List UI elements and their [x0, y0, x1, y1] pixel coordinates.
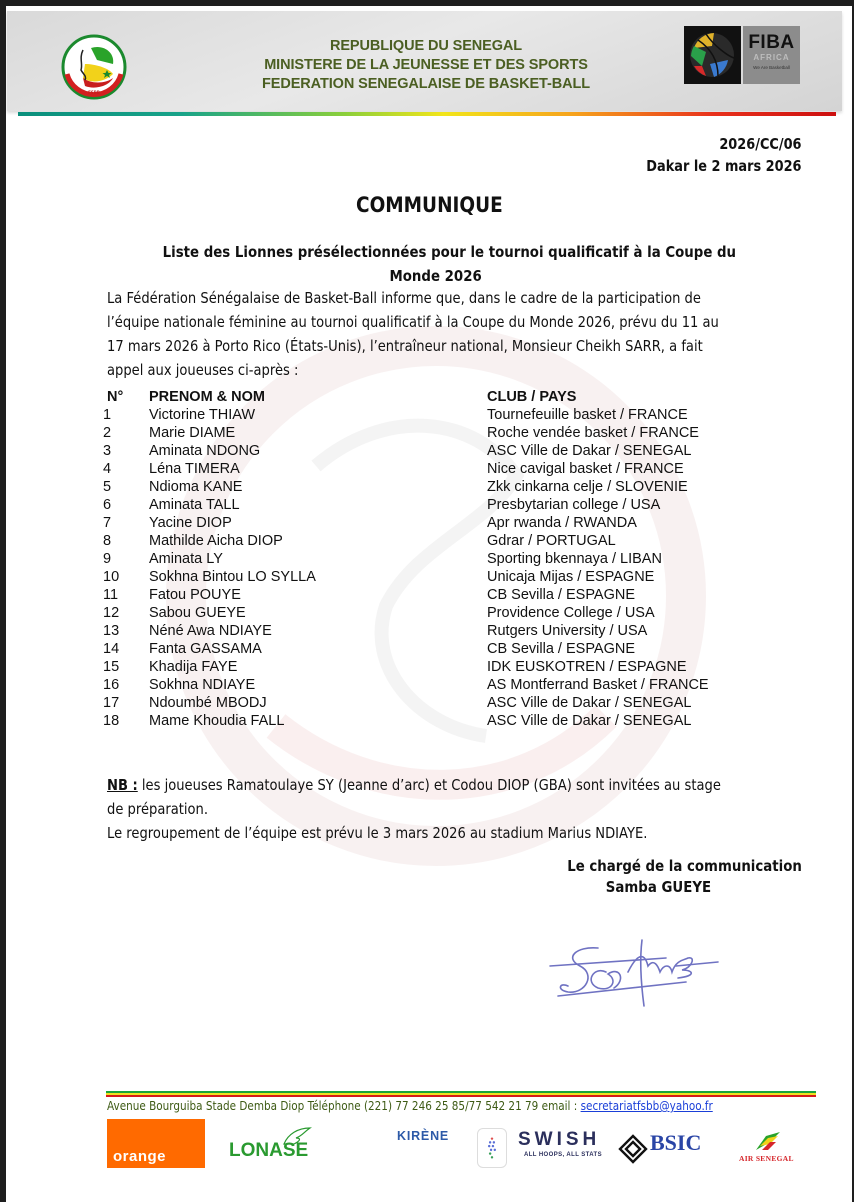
footer-contact: [107, 1099, 713, 1113]
player-number: 1: [103, 407, 112, 423]
player-club: Sporting bkennaya / LIBAN: [487, 551, 662, 567]
signatory-role: Le chargé de la communication: [567, 857, 802, 875]
roster-row: [103, 550, 803, 568]
place-date: Dakar le 2 mars 2026: [646, 157, 802, 175]
roster-row: [103, 532, 803, 550]
player-club: ASC Ville de Dakar / SENEGAL: [487, 695, 692, 711]
roster-row: [103, 658, 803, 676]
player-name: Ndioma KANE: [149, 479, 243, 495]
player-number: 12: [103, 605, 120, 621]
document-title: COMMUNIQUE: [355, 193, 503, 217]
note-text: les joueuses Ramatoulaye SY (Jeanne d’arc) et Codou DIOP (GBA) sont invitées au stage: [137, 776, 721, 794]
letterhead-color-stripe: [18, 112, 836, 116]
player-club: AS Montferrand Basket / FRANCE: [487, 677, 709, 693]
player-club: Zkk cinkarna celje / SLOVENIE: [487, 479, 688, 495]
player-club: Providence College / USA: [487, 605, 655, 621]
player-club: Unicaja Mijas / ESPAGNE: [487, 569, 655, 585]
player-number: 10: [103, 569, 120, 585]
roster-row: [103, 460, 803, 478]
player-name: Sokhna NDIAYE: [149, 677, 256, 693]
column-header-name: PRENOM & NOM: [149, 389, 265, 405]
roster-row: [103, 712, 803, 730]
footer-color-stripe: [106, 1091, 816, 1097]
player-name: Mathilde Aicha DIOP: [149, 533, 283, 549]
regroupement-line: Le regroupement de l’équipe est prévu le 3 mars 2026 au stadium Marius NDIAYE.: [107, 824, 648, 842]
orange-logo: orange: [107, 1119, 205, 1168]
reference-number: 2026/CC/06: [719, 135, 802, 153]
roster-row: [103, 424, 803, 442]
roster-row: [103, 514, 803, 532]
player-club: Apr rwanda / RWANDA: [487, 515, 637, 531]
player-number: 18: [103, 713, 120, 729]
signatory-name: Samba GUEYE: [605, 878, 712, 896]
player-name: Aminata LY: [149, 551, 223, 567]
footer-address-text: Avenue Bourguiba Stade Demba Diop Téléphone (221) 77 246 25 85/77 542 21 79 email :: [107, 1099, 581, 1113]
nb-label: NB :: [107, 776, 138, 794]
roster-header-row: [103, 388, 803, 406]
player-club: Nice cavigal basket / FRANCE: [487, 461, 684, 477]
swish-tagline: ALL HOOPS, ALL STATS: [524, 1152, 603, 1158]
player-name: Néné Awa NDIAYE: [149, 623, 272, 639]
swish-logo: SWISH: [518, 1129, 601, 1150]
player-club: ASC Ville de Dakar / SENEGAL: [487, 443, 692, 459]
player-number: 15: [103, 659, 120, 675]
player-club: CB Sevilla / ESPAGNE: [487, 587, 636, 603]
player-number: 5: [103, 479, 112, 495]
player-name: Victorine THIAW: [149, 407, 256, 423]
player-club: CB Sevilla / ESPAGNE: [487, 641, 636, 657]
intro-line: 17 mars 2026 à Porto Rico (États-Unis), l’entraîneur national, Monsieur Cheikh SARR, a fait: [107, 337, 703, 355]
player-name: Sabou GUEYE: [149, 605, 246, 621]
roster-row: [103, 622, 803, 640]
player-club: Tournefeuille basket / FRANCE: [487, 407, 688, 423]
letterhead-line-republic: REPUBLIQUE DU SENEGAL: [329, 38, 523, 54]
kirene-logo: KIRÈNE: [397, 1129, 450, 1143]
sponsor-logos: [6, 1116, 852, 1166]
intro-line: La Fédération Sénégalaise de Basket-Ball informe que, dans le cadre de la participation de: [107, 289, 701, 307]
letterhead-line-ministry: MINISTERE DE LA JEUNESSE ET DES SPORTS: [264, 57, 588, 73]
player-number: 4: [103, 461, 112, 477]
roster-row: [103, 406, 803, 424]
column-header-club: CLUB / PAYS: [487, 389, 577, 405]
roster-row: [103, 478, 803, 496]
player-name: Aminata NDONG: [149, 443, 261, 459]
air-senegal-tail-icon: [752, 1130, 782, 1152]
roster-row: [103, 442, 803, 460]
player-number: 2: [103, 425, 112, 441]
player-number: 11: [103, 587, 119, 603]
player-number: 8: [103, 533, 112, 549]
fiba-africa-logo: [684, 26, 802, 84]
email-link[interactable]: secretariatfsbb@yahoo.fr: [580, 1099, 713, 1113]
note-paragraph: [107, 773, 827, 845]
note-line: de préparation.: [107, 800, 209, 818]
player-number: 14: [103, 641, 120, 657]
fiba-ball-icon: [684, 26, 741, 84]
letterhead-line-federation: FEDERATION SENEGALAISE DE BASKET-BALL: [262, 76, 590, 92]
player-number: 16: [103, 677, 120, 693]
subtitle-line: Liste des Lionnes présélectionnées pour le tournoi qualificatif à la Coupe du: [162, 243, 737, 261]
player-number: 3: [103, 443, 112, 459]
player-name: Fanta GASSAMA: [149, 641, 262, 657]
player-name: Fatou POUYE: [149, 587, 241, 603]
player-club: Rutgers University / USA: [487, 623, 648, 639]
roster-body: [103, 406, 803, 730]
player-name: Ndoumbé MBODJ: [149, 695, 267, 711]
roster-table: [103, 388, 803, 730]
intro-line: l’équipe nationale féminine au tournoi qualificatif à la Coupe du Monde 2026, prévu du 11 au: [107, 313, 719, 331]
roster-row: [103, 676, 803, 694]
document-page: [6, 6, 852, 1202]
intro-line: appel aux joueuses ci-après :: [107, 361, 299, 379]
player-club: Presbytarian college / USA: [487, 497, 661, 513]
player-club: IDK EUSKOTREN / ESPAGNE: [487, 659, 687, 675]
player-number: 6: [103, 497, 112, 513]
intro-paragraph: [107, 286, 802, 382]
roster-row: [103, 568, 803, 586]
signoff-block: [529, 856, 802, 898]
roster-row: [103, 496, 803, 514]
roster-row: [103, 586, 803, 604]
player-number: 13: [103, 623, 120, 639]
signature-icon: [546, 936, 736, 1016]
letterhead-text: [206, 37, 646, 94]
player-number: 17: [103, 695, 120, 711]
column-header-number: N°: [107, 389, 124, 405]
player-number: 9: [103, 551, 112, 567]
fsbb-logo-icon: [61, 34, 127, 100]
player-club: Gdrar / PORTUGAL: [487, 533, 616, 549]
player-name: Khadija FAYE: [149, 659, 238, 675]
reference-block: [647, 133, 802, 177]
svg-text:FSBB: FSBB: [88, 90, 100, 95]
subtitle-line: Monde 2026: [389, 267, 483, 285]
player-name: Mame Khoudia FALL: [149, 713, 285, 729]
bsic-logo: BSIC: [650, 1130, 702, 1155]
lonase-logo: LONASE: [224, 1126, 344, 1162]
player-name: Marie DIAME: [149, 425, 236, 441]
player-club: Roche vendée basket / FRANCE: [487, 425, 699, 441]
player-name: Aminata TALL: [149, 497, 240, 513]
player-name: Sokhna Bintou LO SYLLA: [149, 569, 316, 585]
player-name: Yacine DIOP: [149, 515, 232, 531]
player-club: ASC Ville de Dakar / SENEGAL: [487, 713, 692, 729]
fiba-wordmark: FIBA AFRICA We Are Basketball: [743, 26, 800, 84]
roster-row: [103, 640, 803, 658]
swish-app-icon: [477, 1128, 507, 1168]
player-number: 7: [103, 515, 112, 531]
note-line: [107, 773, 721, 797]
bsic-emblem-icon: [618, 1134, 648, 1164]
roster-row: [103, 604, 803, 622]
player-name: Léna TIMERA: [149, 461, 240, 477]
roster-row: [103, 694, 803, 712]
document-subtitle: [116, 240, 756, 288]
air-senegal-logo: AIR SENEGAL: [739, 1154, 794, 1163]
